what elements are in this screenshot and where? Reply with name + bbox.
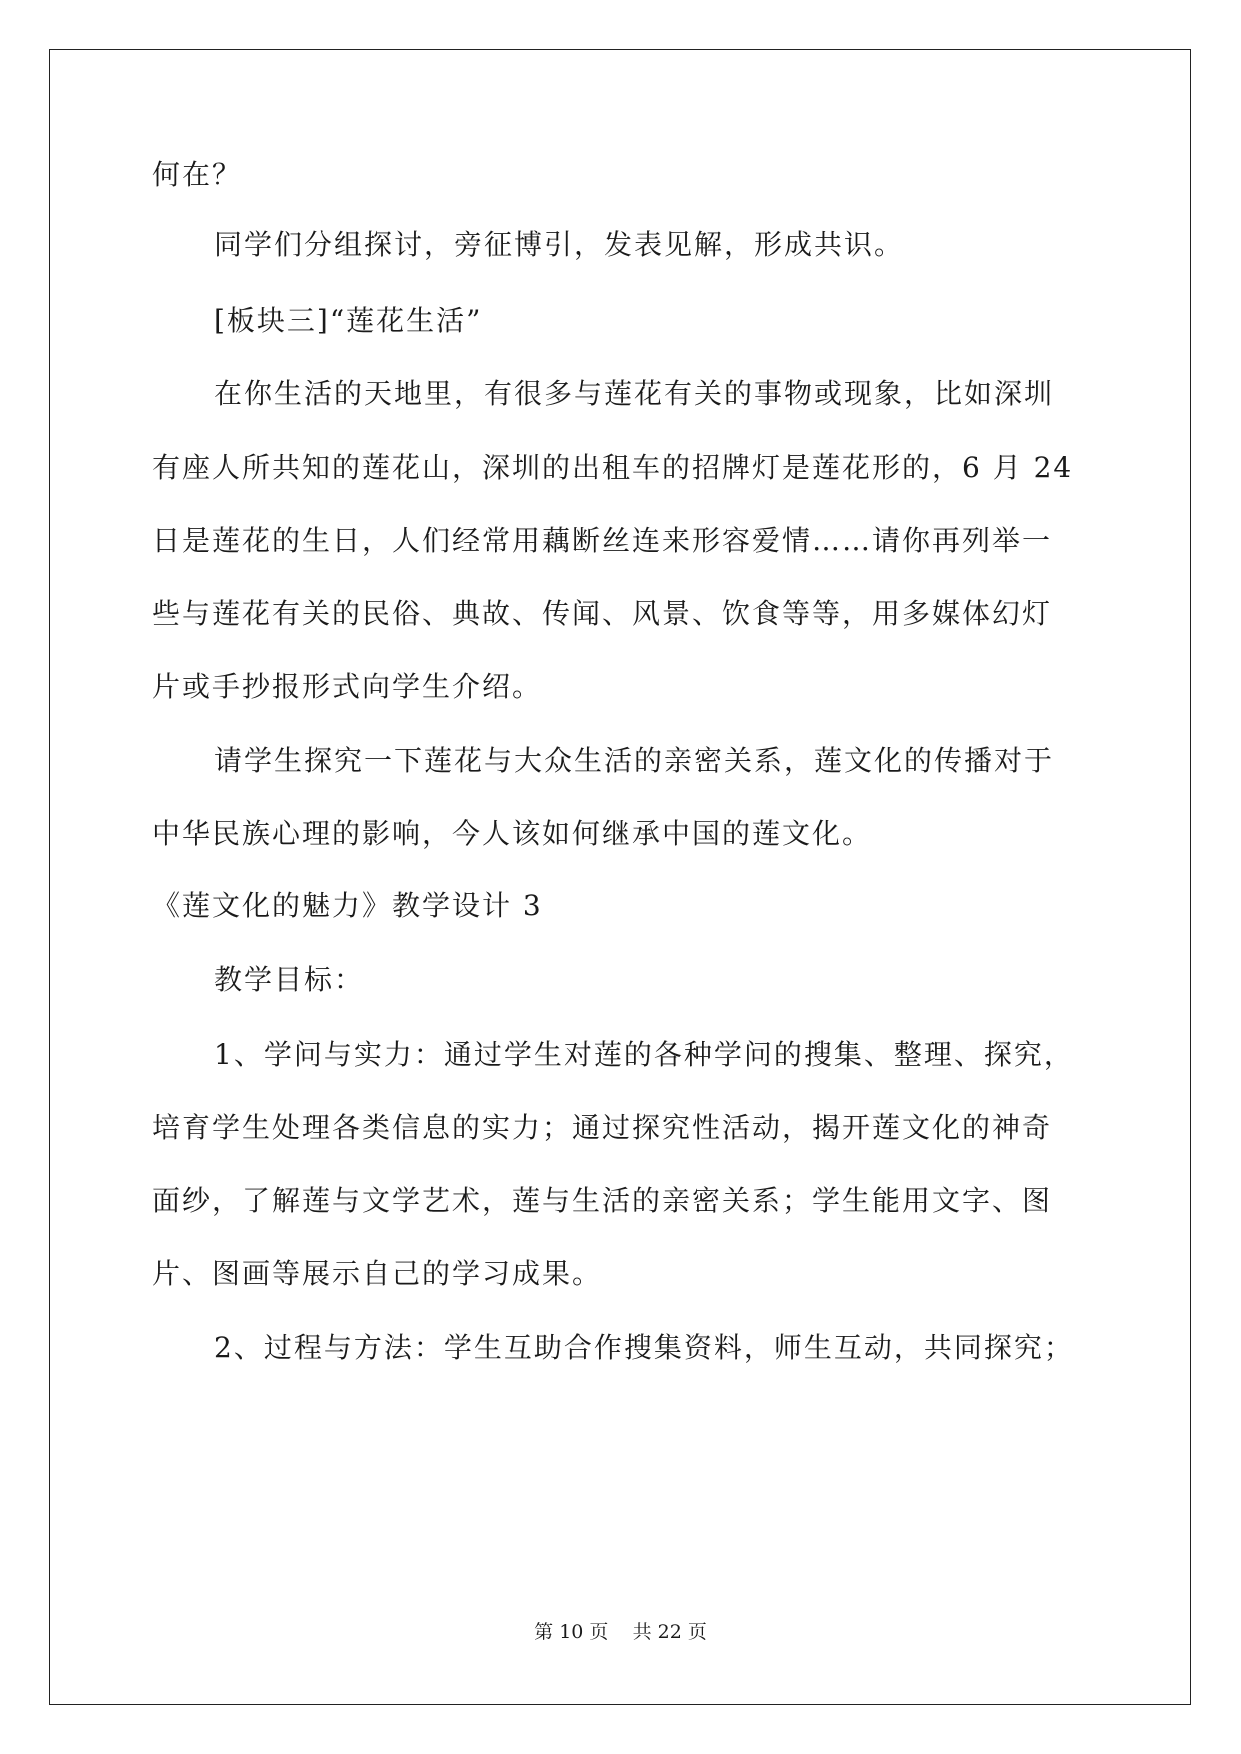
text-line: 2、过程与方法：学生互助合作搜集资料，师生互动，共同探究； — [214, 1331, 1074, 1364]
text-line: 1、学问与实力：通过学生对莲的各种学问的搜集、整理、探究， — [214, 1038, 1074, 1071]
section-heading: [板块三]“莲花生活” — [214, 304, 483, 337]
text-line: 教学目标： — [214, 963, 365, 996]
text-line: 何在？ — [152, 158, 243, 191]
page-border — [49, 49, 1191, 1705]
text-line: 片、图画等展示自己的学习成果。 — [152, 1257, 603, 1290]
page-number: 第 10 页 共 22 页 — [534, 1621, 707, 1643]
text-line: 在你生活的天地里，有很多与莲花有关的事物或现象，比如深圳 — [214, 377, 1055, 410]
text-line: 片或手抄报形式向学生介绍。 — [152, 670, 543, 703]
text-line: 面纱，了解莲与文学艺术，莲与生活的亲密关系；学生能用文字、图 — [152, 1184, 1053, 1217]
text-line: 同学们分组探讨，旁征博引，发表见解，形成共识。 — [214, 228, 905, 261]
text-line: 些与莲花有关的民俗、典故、传闻、风景、饮食等等，用多媒体幻灯 — [152, 597, 1053, 630]
text-line: 有座人所共知的莲花山，深圳的出租车的招牌灯是莲花形的，6 月 24 — [152, 451, 1074, 484]
text-line: 中华民族心理的影响，今人该如何继承中国的莲文化。 — [152, 817, 873, 850]
text-line: 请学生探究一下莲花与大众生活的亲密关系，莲文化的传播对于 — [214, 744, 1055, 777]
text-line: 培育学生处理各类信息的实力；通过探究性活动，揭开莲文化的神奇 — [152, 1111, 1053, 1144]
text-line: 日是莲花的生日，人们经常用藕断丝连来形容爱情……请你再列举一 — [152, 524, 1053, 557]
document-title: 《莲文化的魅力》教学设计 3 — [152, 889, 543, 922]
